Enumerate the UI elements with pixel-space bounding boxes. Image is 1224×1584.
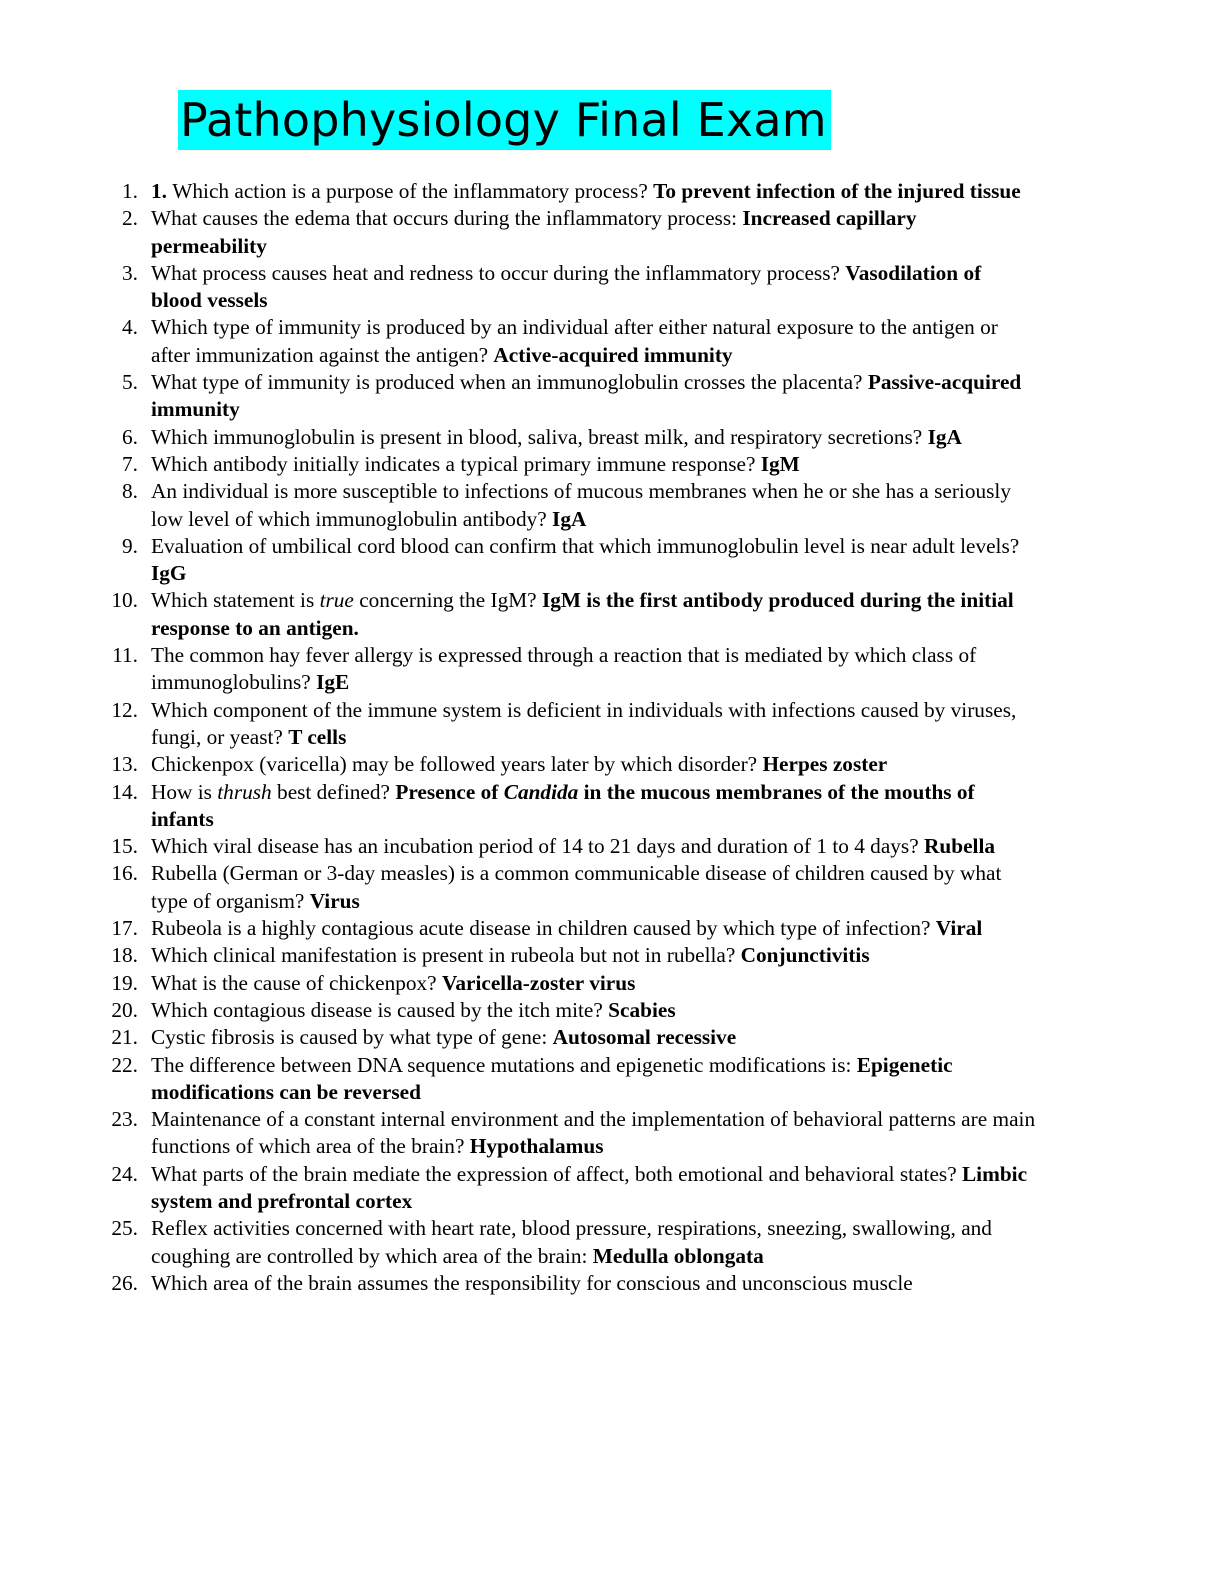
answer-text: Passive-acquired immunity <box>151 370 1022 422</box>
question-number: 10. <box>111 588 138 613</box>
question-number: 19. <box>111 970 138 995</box>
question-item <box>0 369 1036 424</box>
question-text: What type of immunity is produced when an immunoglobulin crosses the placenta? <box>151 370 868 395</box>
question-text: true <box>319 588 354 613</box>
question-text: Which contagious disease is caused by the itch mite? <box>151 997 609 1022</box>
question-text: Cystic fibrosis is caused by what type of gene: <box>151 1025 553 1050</box>
question-number: 16. <box>111 861 138 886</box>
question-item <box>0 178 1036 205</box>
question-number: 9. <box>122 533 138 558</box>
question-text: Which statement is <box>151 588 320 613</box>
question-item <box>0 424 1036 451</box>
question-item <box>0 915 1036 942</box>
answer-text: Virus <box>309 888 360 913</box>
question-number: 17. <box>111 916 138 941</box>
question-text: Evaluation of umbilical cord blood can confirm that which immunoglobulin level is near adult levels? <box>151 533 1020 558</box>
page-title: Pathophysiology Final Exam <box>178 90 831 150</box>
question-text: Rubeola is a highly contagious acute disease in children caused by which type of infection? <box>151 916 936 941</box>
answer-text: Scabies <box>608 997 676 1022</box>
question-number: 3. <box>122 260 138 285</box>
title-container <box>178 90 831 150</box>
answer-text: Presence of <box>395 779 504 804</box>
answer-text: IgM <box>760 451 800 476</box>
question-number: 23. <box>111 1107 138 1132</box>
question-text: Rubella (German or 3-day measles) is a common communicable disease of children caused by what type of organism? <box>151 861 1002 913</box>
question-text: Which antibody initially indicates a typical primary immune response? <box>151 451 761 476</box>
question-text: Chickenpox (varicella) may be followed years later by which disorder? <box>151 752 763 777</box>
question-text: Which clinical manifestation is present in rubeola but not in rubella? <box>151 943 741 968</box>
answer-text: Rubella <box>924 834 996 859</box>
question-text: Which viral disease has an incubation period of 14 to 21 days and duration of 1 to 4 days? <box>151 834 924 859</box>
question-item <box>0 642 1036 697</box>
question-item <box>0 833 1036 860</box>
question-number: 8. <box>122 479 138 504</box>
question-item <box>0 1106 1036 1161</box>
question-number: 20. <box>111 997 138 1022</box>
answer-text: Conjunctivitis <box>740 943 870 968</box>
question-item <box>0 587 1036 642</box>
question-text: Which component of the immune system is deficient in individuals with infections caused by viruses, fungi, or yeast? <box>151 697 1017 749</box>
question-item <box>0 942 1036 969</box>
question-text: thrush <box>217 779 272 804</box>
question-item <box>0 260 1036 315</box>
question-number: 4. <box>122 315 138 340</box>
question-text: What parts of the brain mediate the expression of affect, both emotional and behavioral states? <box>151 1161 962 1186</box>
answer-text: 1. <box>151 179 173 203</box>
question-text: Which area of the brain assumes the responsibility for conscious and unconscious muscle <box>151 1270 913 1295</box>
question-number: 15. <box>111 834 138 859</box>
question-text: The common hay fever allergy is expressed through a reaction that is mediated by which class of immunoglobulins? <box>151 643 977 695</box>
question-text: concerning the IgM? <box>353 588 542 613</box>
question-item <box>0 533 1036 588</box>
answer-text: Vasodilation of blood vessels <box>151 260 982 313</box>
answer-text: IgA <box>552 506 587 531</box>
question-list <box>0 178 1224 1297</box>
question-text: Which immunoglobulin is present in blood, saliva, breast milk, and respiratory secretions? <box>151 424 928 449</box>
question-item <box>0 1161 1036 1216</box>
answer-text: IgE <box>316 670 350 695</box>
question-number: 7. <box>122 451 138 476</box>
question-item <box>0 1270 1036 1297</box>
answer-text: Medulla oblongata <box>592 1243 764 1268</box>
question-item <box>0 478 1036 533</box>
question-item <box>0 697 1036 752</box>
question-text: How is <box>151 779 218 804</box>
question-item <box>0 1215 1036 1270</box>
question-number: 26. <box>111 1270 138 1295</box>
question-number: 11. <box>112 643 138 668</box>
question-text: What process causes heat and redness to occur during the inflammatory process? <box>151 260 846 285</box>
question-text: Reflex activities concerned with heart rate, blood pressure, respirations, sneezing, swallowing, and coughing are controlled by which area of the brain: <box>151 1216 992 1268</box>
answer-text: Increased capillary permeability <box>151 206 917 258</box>
question-item <box>0 860 1036 915</box>
answer-text: Autosomal recessive <box>552 1025 737 1050</box>
question-item <box>0 1052 1036 1107</box>
question-number: 14. <box>111 779 138 804</box>
question-text: The difference between DNA sequence mutations and epigenetic modifications is: <box>151 1052 857 1077</box>
question-number: 25. <box>111 1216 138 1241</box>
answer-text: T cells <box>288 724 347 749</box>
answer-text: Herpes zoster <box>762 752 888 777</box>
question-number: 22. <box>111 1052 138 1077</box>
question-text: An individual is more susceptible to infections of mucous membranes when he or she has a seriously low level of which immunoglobulin antibody? <box>151 479 1011 531</box>
question-number: 18. <box>111 943 138 968</box>
answer-text: Active-acquired immunity <box>493 342 733 367</box>
question-number: 12. <box>111 697 138 722</box>
question-text: What is the cause of chickenpox? <box>151 970 442 995</box>
question-number: 24. <box>111 1161 138 1186</box>
answer-text: in the mucous membranes of the mouths of infants <box>151 779 975 831</box>
question-text: Which type of immunity is produced by an individual after either natural exposure to the antigen or after immunization against the antigen? <box>151 315 998 367</box>
question-item <box>0 451 1036 478</box>
answer-text: To prevent infection of the injured tissue <box>653 179 1021 203</box>
answer-text: Limbic system and prefrontal cortex <box>151 1161 1028 1213</box>
question-item <box>0 779 1036 834</box>
answer-text: Varicella-zoster virus <box>441 970 636 995</box>
question-number: 21. <box>111 1025 138 1050</box>
question-number: 2. <box>122 206 138 231</box>
question-text: Which action is a purpose of the inflammatory process? <box>172 179 654 203</box>
answer-text: IgG <box>151 561 187 586</box>
answer-text: IgM is the first antibody produced during the initial response to an antigen. <box>151 588 1014 640</box>
answer-text: Candida <box>503 779 579 804</box>
question-item <box>0 205 1036 260</box>
question-text: Maintenance of a constant internal environment and the implementation of behavioral patterns are main functions of which area of the brain? <box>151 1107 1036 1159</box>
answer-text: Epigenetic modifications can be reversed <box>151 1052 953 1104</box>
answer-text: Viral <box>935 916 983 941</box>
question-text: best defined? <box>271 779 396 804</box>
question-item <box>0 314 1036 369</box>
answer-text: IgA <box>927 424 962 449</box>
question-text: What causes the edema that occurs during the inflammatory process: <box>151 206 743 231</box>
question-item <box>0 970 1036 997</box>
question-number: 5. <box>122 370 138 395</box>
question-number: 6. <box>122 424 138 449</box>
question-item <box>0 997 1036 1024</box>
answer-text: Hypothalamus <box>469 1134 604 1159</box>
question-item <box>0 1024 1036 1051</box>
question-number: 13. <box>111 752 138 777</box>
question-item <box>0 751 1036 778</box>
question-number: 1. <box>122 179 138 203</box>
